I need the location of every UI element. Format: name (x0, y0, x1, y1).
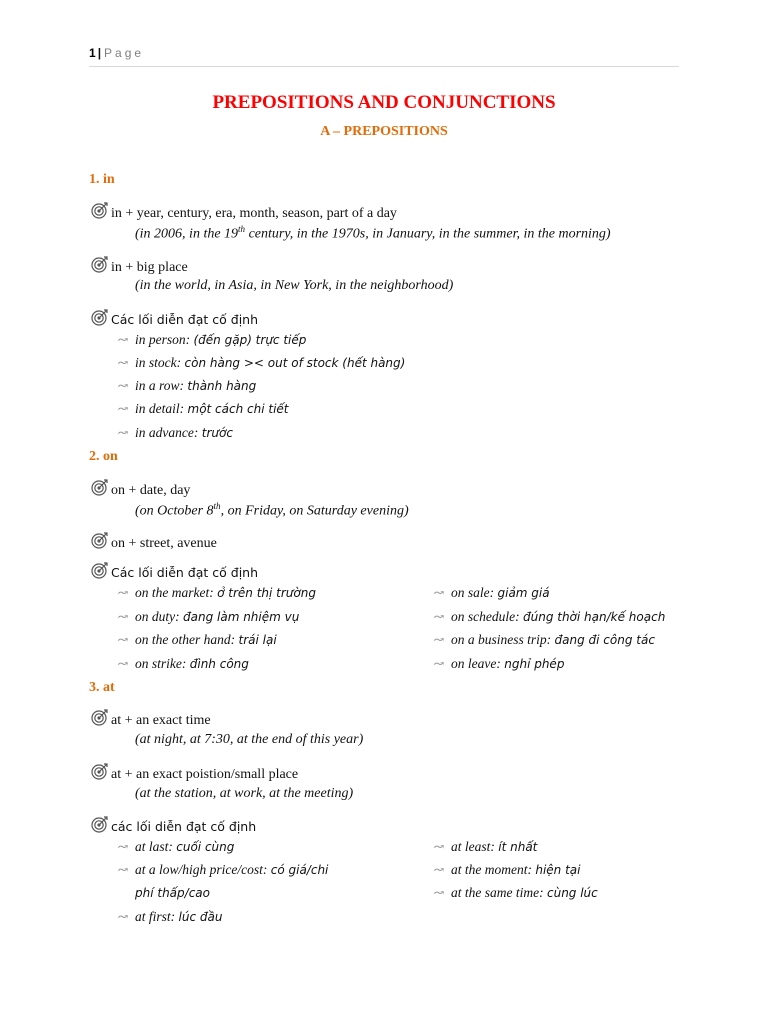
curved-arrow-icon: ↝ (433, 839, 445, 854)
target-icon (89, 200, 111, 220)
list-item: ↝ in detail: một cách chi tiết (135, 401, 289, 417)
list-item: ↝ at least: ít nhất (451, 839, 537, 855)
curved-arrow-icon: ↝ (433, 656, 445, 671)
example-line: (in the world, in Asia, in New York, in the neighborhood) (135, 278, 454, 293)
rule-item (89, 200, 397, 222)
list-item: ↝ on the other hand: trái lại (135, 632, 277, 648)
curved-arrow-icon: ↝ (117, 355, 129, 370)
curved-arrow-icon: ↝ (117, 585, 129, 600)
curved-arrow-icon: ↝ (117, 656, 129, 671)
list-item: ↝ on duty: đang làm nhiệm vụ (135, 609, 299, 625)
curved-arrow-icon: ↝ (117, 378, 129, 393)
page-header (89, 46, 679, 67)
curved-arrow-icon: ↝ (117, 909, 129, 924)
list-item: ↝ on a business trip: đang đi công tác (451, 632, 655, 648)
list-item: ↝ at the moment: hiện tại (451, 862, 581, 878)
rule-item (89, 530, 217, 552)
document-title: PREPOSITIONS AND CONJUNCTIONS (212, 92, 556, 113)
curved-arrow-icon: ↝ (117, 609, 129, 624)
rule-text: Các lối diễn đạt cố định (111, 565, 259, 580)
rule-item (89, 707, 211, 729)
target-icon (89, 707, 111, 727)
rule-text: on + street, avenue (111, 536, 217, 551)
rule-text: các lối diễn đạt cố định (111, 819, 257, 834)
rule-text: on + date, day (111, 483, 191, 498)
target-icon (89, 307, 111, 327)
list-item: ↝ at the same time: cùng lúc (451, 885, 598, 901)
list-item: ↝ at a low/high price/cost: có giá/chi (135, 862, 328, 878)
list-item: ↝ on the market: ở trên thị trường (135, 585, 316, 601)
rule-item (89, 254, 188, 276)
target-icon (89, 761, 111, 781)
list-item: ↝ on schedule: đúng thời hạn/kế hoạch (451, 609, 665, 625)
example-line: (on October 8th, on Friday, on Saturday evening) (135, 501, 409, 519)
section-heading-at: 3. at (89, 680, 115, 695)
curved-arrow-icon: ↝ (117, 332, 129, 347)
document-subtitle: A – PREPOSITIONS (320, 124, 448, 139)
section-heading-in: 1. in (89, 172, 115, 187)
target-icon (89, 477, 111, 497)
curved-arrow-icon: ↝ (117, 425, 129, 440)
rule-item (89, 814, 256, 836)
curved-arrow-icon: ↝ (433, 885, 445, 900)
rule-text: Các lối diễn đạt cố định (111, 312, 259, 327)
list-item: ↝ in advance: trước (135, 425, 233, 441)
header-separator: | (97, 46, 102, 60)
target-icon (89, 560, 111, 580)
curved-arrow-icon: ↝ (433, 609, 445, 624)
curved-arrow-icon: ↝ (433, 585, 445, 600)
example-line: (at the station, at work, at the meeting) (135, 786, 354, 801)
curved-arrow-icon: ↝ (117, 632, 129, 647)
list-item: ↝ on leave: nghỉ phép (451, 656, 564, 672)
page-word: Page (104, 46, 145, 60)
rule-item (89, 761, 298, 783)
list-item: ↝ on sale: giảm giá (451, 585, 550, 601)
curved-arrow-icon: ↝ (117, 862, 129, 877)
rule-text: in + big place (111, 260, 188, 275)
rule-item (89, 307, 258, 329)
page-number: 1 (89, 46, 96, 60)
curved-arrow-icon: ↝ (433, 632, 445, 647)
rule-item (89, 477, 190, 499)
section-heading-on: 2. on (89, 449, 118, 464)
list-item: ↝ in person: (đến gặp) trực tiếp (135, 332, 306, 348)
target-icon (89, 814, 111, 834)
list-item: ↝ at last: cuối cùng (135, 839, 234, 855)
curved-arrow-icon: ↝ (117, 401, 129, 416)
list-item: ↝ at first: lúc đầu (135, 909, 222, 925)
rule-text: at + an exact poistion/small place (111, 767, 299, 782)
target-icon (89, 254, 111, 274)
rule-text: in + year, century, era, month, season, part of a day (111, 206, 397, 221)
curved-arrow-icon: ↝ (433, 862, 445, 877)
list-item: ↝ in a row: thành hàng (135, 378, 256, 394)
list-item-continuation: phí thấp/cao (135, 886, 210, 900)
list-item: ↝ on strike: đình công (135, 656, 249, 672)
target-icon (89, 530, 111, 550)
example-line: (at night, at 7:30, at the end of this year) (135, 732, 364, 747)
list-item: ↝ in stock: còn hàng >< out of stock (hết hàng) (135, 355, 405, 371)
rule-item (89, 560, 258, 582)
example-line: (in 2006, in the 19th century, in the 1970s, in January, in the summer, in the morning) (135, 224, 611, 242)
curved-arrow-icon: ↝ (117, 839, 129, 854)
rule-text: at + an exact time (111, 713, 211, 728)
